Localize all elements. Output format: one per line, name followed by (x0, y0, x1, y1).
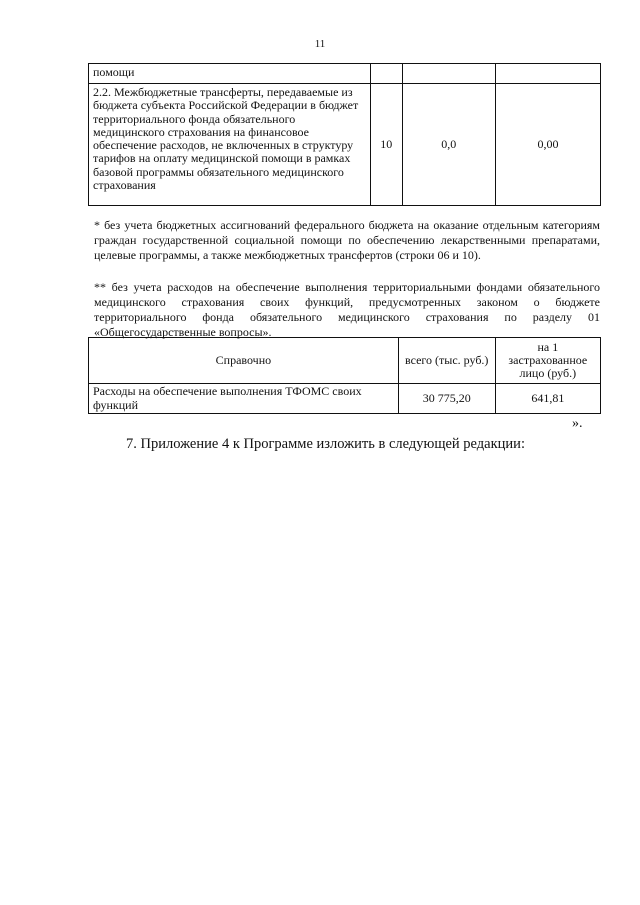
section-heading: 7. Приложение 4 к Программе изложить в следующей редакции: (126, 436, 525, 452)
row-name: 2.2. Межбюджетные трансферты, передаваемые из бюджета субъекта Российской Федерации в бюджет территориального фонда обязательного медицинского страхования на финансовое обеспечение расходов, не включенных в структуру тарифов на оплату медицинской помощи в рамках базовой программы обязательного медицинского страхования (89, 84, 371, 206)
table-header-row (89, 338, 601, 384)
row-total: 30 775,20 (398, 384, 495, 414)
row-value-1: 0,0 (402, 84, 495, 206)
footnote-1 (94, 218, 600, 263)
footnote-2 (94, 280, 600, 340)
row-value-1 (402, 64, 495, 84)
header-label: Справочно (89, 338, 399, 384)
row-value-2 (495, 64, 600, 84)
header-total: всего (тыс. руб.) (398, 338, 495, 384)
footnote-text: ** без учета расходов на обеспечение выполнения территориальными фондами обязательного медицинского страхования своих функций, предусмотренных законом о бюджете территориального фонда обязательного медицинского страхования по разделу 01 «Общегосударственные вопросы». (94, 280, 600, 339)
funding-table (88, 63, 601, 206)
footnote-text: * без учета бюджетных ассигнований федерального бюджета на оказание отдельным категориям граждан государственной социальной помощи по обеспечению лекарственными препаратами, целевые программы, а также межбюджетных трансфертов (строки 06 и 10). (94, 218, 600, 262)
row-per-person: 641,81 (495, 384, 600, 414)
row-value-2: 0,00 (495, 84, 600, 206)
closing-quote: ». (572, 416, 583, 431)
row-code (371, 64, 403, 84)
table-row (89, 84, 601, 206)
page-number: 11 (314, 38, 326, 50)
reference-table (88, 337, 601, 414)
table-row (89, 384, 601, 414)
header-per-person: на 1 застрахованное лицо (руб.) (495, 338, 600, 384)
table-row (89, 64, 601, 84)
row-label: Расходы на обеспечение выполнения ТФОМС своих функций (89, 384, 399, 414)
row-name: помощи (89, 64, 371, 84)
row-code: 10 (371, 84, 403, 206)
